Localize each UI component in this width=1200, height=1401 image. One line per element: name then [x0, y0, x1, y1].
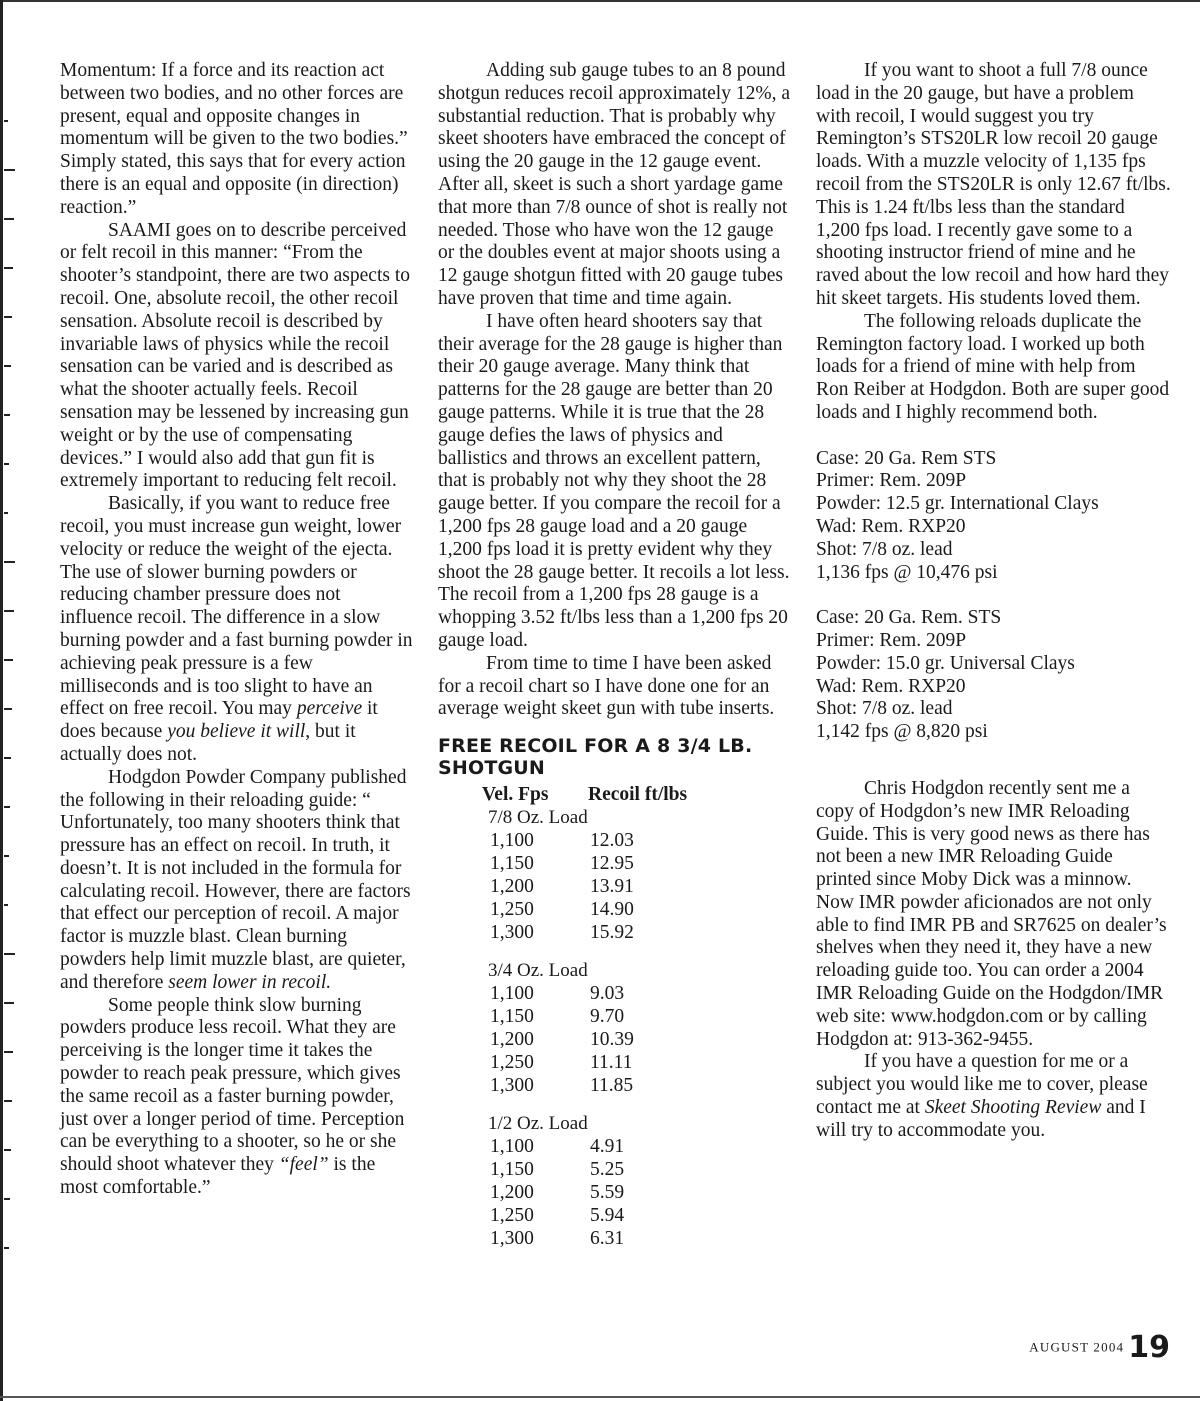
- paragraph-text: , but it actually does not.: [60, 721, 356, 765]
- emphasis-text: perceive: [296, 698, 363, 720]
- recoil-cell: 14.90: [590, 899, 634, 921]
- recipe-line: Primer: Rem. 209P: [816, 470, 967, 492]
- recoil-cell: 5.59: [590, 1182, 625, 1204]
- table-row: [490, 829, 793, 852]
- paragraph-text: If you have a question for me or a subject you would like me to cover, please contact me at: [816, 1051, 1148, 1119]
- table-row: [490, 1158, 793, 1181]
- table-row: [490, 1135, 793, 1158]
- recoil-cell: 11.85: [590, 1075, 634, 1097]
- velocity-cell: 1,250: [490, 1052, 534, 1074]
- table-row: [490, 1227, 793, 1250]
- recipe-line: Shot: 7/8 oz. lead: [816, 538, 953, 560]
- recoil-cell: 12.03: [590, 830, 634, 852]
- recipe-line: Primer: Rem. 209P: [816, 629, 967, 651]
- table-row: [490, 1051, 793, 1074]
- column-2-text: [438, 60, 793, 721]
- page-top-rule: [0, 0, 1200, 2]
- table-row: [490, 875, 793, 898]
- binding-mark: [4, 463, 9, 465]
- binding-mark: [4, 904, 8, 906]
- table-row: [490, 921, 793, 944]
- paragraph-text: The following reloads duplicate the Remington factory load. I worked up both loads for a friend of mine with help from Ron Reiber at Hodgdon. Both are super good loads and I highly recommend both.: [816, 310, 1170, 423]
- velocity-cell: 1,250: [490, 1205, 534, 1227]
- binding-mark: [4, 855, 9, 857]
- paragraph: [816, 778, 1171, 1052]
- paragraph: [60, 767, 415, 995]
- load-recipe-1: [816, 448, 1171, 585]
- column-3-bottom: [816, 778, 1171, 1143]
- paragraph-text: Adding sub gauge tubes to an 8 pound shotgun reduces recoil approximately 12%, a substantial reduction. That is probably why skeet shooters have embraced the concept of using the 20 gauge in the 12 gauge event. After all, skeet is such a short yardage game that more than 7/8 ounce of shot is really not needed. Those who have won the 12 gauge or the doubles event at major shoots using a 12 gauge shotgun fitted with 20 gauge tubes have proven that time and time again.: [438, 60, 790, 309]
- paragraph: [438, 311, 793, 653]
- paragraph-text: If you want to shoot a full 7/8 ounce load in the 20 gauge, but have a problem with recoil, I would suggest you try Remington’s STS20LR low recoil 20 gauge loads. With a muzzle velocity of 1,135 fps recoil from the STS20LR is only 12.67 ft/lbs. This is 1.24 ft/lbs less than the standard 1,200 fps load. I recently gave some to a shooting instructor friend of mine and he raved about the low recoil and how hard they hit skeet targets. His students loved them.: [816, 60, 1171, 309]
- paragraph: [816, 60, 1171, 311]
- binding-mark: [4, 169, 15, 171]
- binding-mark: [4, 708, 12, 710]
- binding-mark: [4, 1002, 14, 1004]
- recoil-cell: 5.25: [590, 1159, 625, 1181]
- recoil-cell: 10.39: [590, 1029, 634, 1051]
- issue-date: AUGUST 2004: [1029, 1339, 1125, 1355]
- velocity-cell: 1,150: [490, 1006, 534, 1028]
- table-row: [490, 898, 793, 921]
- table-row: [490, 1028, 793, 1051]
- paragraph: [438, 653, 793, 721]
- emphasis-text: seem lower in recoil.: [168, 971, 332, 993]
- recoil-cell: 5.94: [590, 1205, 625, 1227]
- binding-mark: [4, 1198, 10, 1200]
- paragraph-text: From time to time I have been asked for a recoil chart so I have done one for an average weight skeet gun with tube inserts.: [438, 652, 775, 720]
- binding-mark: [4, 953, 15, 955]
- paragraph-text: and I will try to accommodate you.: [816, 1097, 1146, 1141]
- page-left-rule: [0, 0, 3, 1401]
- table-title: FREE RECOIL FOR A 8 3/4 LB. SHOTGUN: [438, 735, 753, 780]
- velocity-cell: 1,150: [490, 853, 534, 875]
- page-footer: [1029, 1330, 1170, 1365]
- velocity-cell: 1,100: [490, 983, 534, 1005]
- paragraph-text: it does because: [60, 698, 378, 743]
- table-row: [490, 1181, 793, 1204]
- recipe-line: 1,136 fps @ 10,476 psi: [816, 561, 998, 583]
- paragraph: [816, 311, 1171, 425]
- velocity-cell: 1,150: [490, 1159, 534, 1181]
- paragraph-text: Chris Hodgdon recently sent me a copy of Hodgdon’s new IMR Reloading Guide. This is very good news as there has not been a new IMR Reloading Guide printed since Moby Dick was a minnow. Now IMR powder aficionados are not only able to find IMR PB and SR7625 on dealer’s shelves when they need it, they have a new reloading guide too. You can order a 2004 IMR Reloading Guide on the Hodgdon/IMR web site: www.hodgdon.com or by calling Hodgdon at: 913-362-9455.: [816, 777, 1167, 1050]
- velocity-cell: 1,300: [490, 1075, 534, 1097]
- binding-mark: [4, 316, 12, 318]
- emphasis-text: Skeet Shooting Review: [924, 1097, 1102, 1119]
- velocity-cell: 1,200: [490, 1182, 534, 1204]
- paragraph-text: I have often heard shooters say that their average for the 28 gauge is higher than their 20 gauge average. Many think that patterns for the 28 gauge are better than 20 gauge patterns. While it is true that the 28 gauge defies the laws of physics and ballistics and throws an excellent pattern, that is probably not why they shoot the 28 gauge better. If you compare the recoil for a 1,200 fps 28 gauge load and a 20 gauge 1,200 fps load it is pretty evident why they shoot the 28 gauge better. It recoils a lot less. The recoil from a 1,200 fps 28 gauge is a whopping 3.52 ft/lbs less than a 1,200 fps 20 gauge load.: [438, 310, 790, 651]
- recoil-cell: 15.92: [590, 922, 634, 944]
- binding-mark: [4, 120, 8, 122]
- paragraph: [438, 60, 793, 311]
- velocity-cell: 1,300: [490, 922, 534, 944]
- paragraph-text: Hodgdon Powder Company published the following in their reloading guide: “ Unfortunately, too many shooters think that pressure has an effect on recoil. In truth, it doesn’t. It is not included in the formula for calculating recoil. However, there are factors that effect our perception of recoil. A major factor is muzzle blast. Clean burning powders help limit muzzle blast, are quieter, and therefore: [60, 766, 411, 993]
- table-body: [438, 806, 793, 1250]
- table-header: [482, 783, 793, 806]
- binding-mark: [4, 512, 8, 514]
- table-group-label: 7/8 Oz. Load: [488, 807, 588, 829]
- binding-mark: [4, 806, 10, 808]
- recipe-line: Wad: Rem. RXP20: [816, 675, 966, 697]
- paragraph: [60, 995, 415, 1200]
- binding-mark: [4, 1051, 13, 1053]
- recoil-cell: 9.03: [590, 983, 625, 1005]
- table-row: [490, 1005, 793, 1028]
- velocity-cell: 1,200: [490, 1029, 534, 1051]
- column-1: [60, 60, 415, 1200]
- recoil-cell: 6.31: [590, 1228, 625, 1250]
- load-recipe-2: [816, 607, 1171, 744]
- table-row: [490, 1204, 793, 1227]
- table-header-velocity: Vel. Fps: [482, 784, 549, 806]
- recipe-line: Powder: 15.0 gr. Universal Clays: [816, 652, 1075, 674]
- binding-mark: [4, 561, 15, 563]
- recipe-line: Powder: 12.5 gr. International Clays: [816, 493, 1099, 515]
- table-group-label: 3/4 Oz. Load: [488, 960, 588, 982]
- binding-mark: [4, 414, 10, 416]
- column-3-top: [816, 60, 1171, 425]
- emphasis-text: “feel”: [278, 1154, 329, 1176]
- page-bottom-rule: [0, 1396, 1200, 1398]
- velocity-cell: 1,250: [490, 899, 534, 921]
- binding-mark: [4, 610, 14, 612]
- binding-mark: [4, 365, 11, 367]
- table-group-label: 1/2 Oz. Load: [488, 1113, 588, 1135]
- paragraph-text: SAAMI goes on to describe perceived or felt recoil in this manner: “From the shooter’s standpoint, there are two aspects to recoil. One, absolute recoil, the other recoil sensation. Absolute recoil is described by invariable laws of physics while the recoil sensation can be varied and is described as what the shooter actually feels. Recoil sensation may be lessened by increasing gun weight or by the use of compensating devices.” I would also add that gun fit is extremely important to reducing felt recoil.: [60, 219, 411, 492]
- recoil-cell: 13.91: [590, 876, 634, 898]
- velocity-cell: 1,200: [490, 876, 534, 898]
- recipe-line: 1,142 fps @ 8,820 psi: [816, 721, 988, 743]
- binding-mark: [4, 757, 11, 759]
- table-row: [490, 1074, 793, 1097]
- velocity-cell: 1,100: [490, 1136, 534, 1158]
- recoil-cell: 11.11: [590, 1052, 633, 1074]
- binding-mark: [4, 1247, 9, 1249]
- binding-mark: [4, 659, 13, 661]
- velocity-cell: 1,100: [490, 830, 534, 852]
- paragraph: [60, 220, 415, 494]
- emphasis-text: you believe it will: [167, 721, 306, 743]
- binding-marks: [4, 100, 22, 1320]
- recoil-cell: 12.95: [590, 853, 634, 875]
- recipe-line: Case: 20 Ga. Rem STS: [816, 447, 997, 469]
- paragraph: [816, 1051, 1171, 1142]
- recipe-line: Case: 20 Ga. Rem. STS: [816, 607, 1002, 629]
- table-header-recoil: Recoil ft/lbs: [588, 784, 688, 806]
- recipe-line: Shot: 7/8 oz. lead: [816, 698, 953, 720]
- paragraph: [60, 60, 415, 220]
- paragraph-text: Basically, if you want to reduce free recoil, you must increase gun weight, lower velocity or reduce the weight of the ejecta. The use of slower burning powders or reducing chamber pressure does not influence recoil. The difference in a slow burning powder and a fast burning powder in achieving peak pressure is a few milliseconds and is too slight to have an effect on free recoil. You may: [60, 493, 413, 720]
- table-row: [490, 982, 793, 1005]
- velocity-cell: 1,300: [490, 1228, 534, 1250]
- paragraph-text: is the most comfortable.”: [60, 1154, 376, 1199]
- page-number: 19: [1128, 1330, 1170, 1365]
- recoil-cell: 9.70: [590, 1006, 625, 1028]
- recipe-line: Wad: Rem. RXP20: [816, 515, 966, 537]
- column-3: [816, 60, 1171, 1143]
- paragraph: [60, 493, 415, 767]
- binding-mark: [4, 1149, 11, 1151]
- binding-mark: [4, 1100, 12, 1102]
- column-2: [438, 60, 793, 1250]
- binding-mark: [4, 218, 14, 220]
- paragraph-text: Momentum: If a force and its reaction act between two bodies, and no other forces are present, equal and opposite changes in momentum will be given to the two bodies.” Simply stated, this says that for every action there is an equal and opposite (in direction) reaction.”: [60, 60, 408, 218]
- binding-mark: [4, 267, 13, 269]
- table-row: [490, 852, 793, 875]
- paragraph-text: Some people think slow burning powders produce less recoil. What they are perceiving is the longer time it takes the powder to reach peak pressure, which gives the same recoil as a faster burning powder, just over a longer period of time. Perception can be everything to a shooter, so he or she should shoot whatever they: [60, 994, 405, 1176]
- recoil-cell: 4.91: [590, 1136, 625, 1158]
